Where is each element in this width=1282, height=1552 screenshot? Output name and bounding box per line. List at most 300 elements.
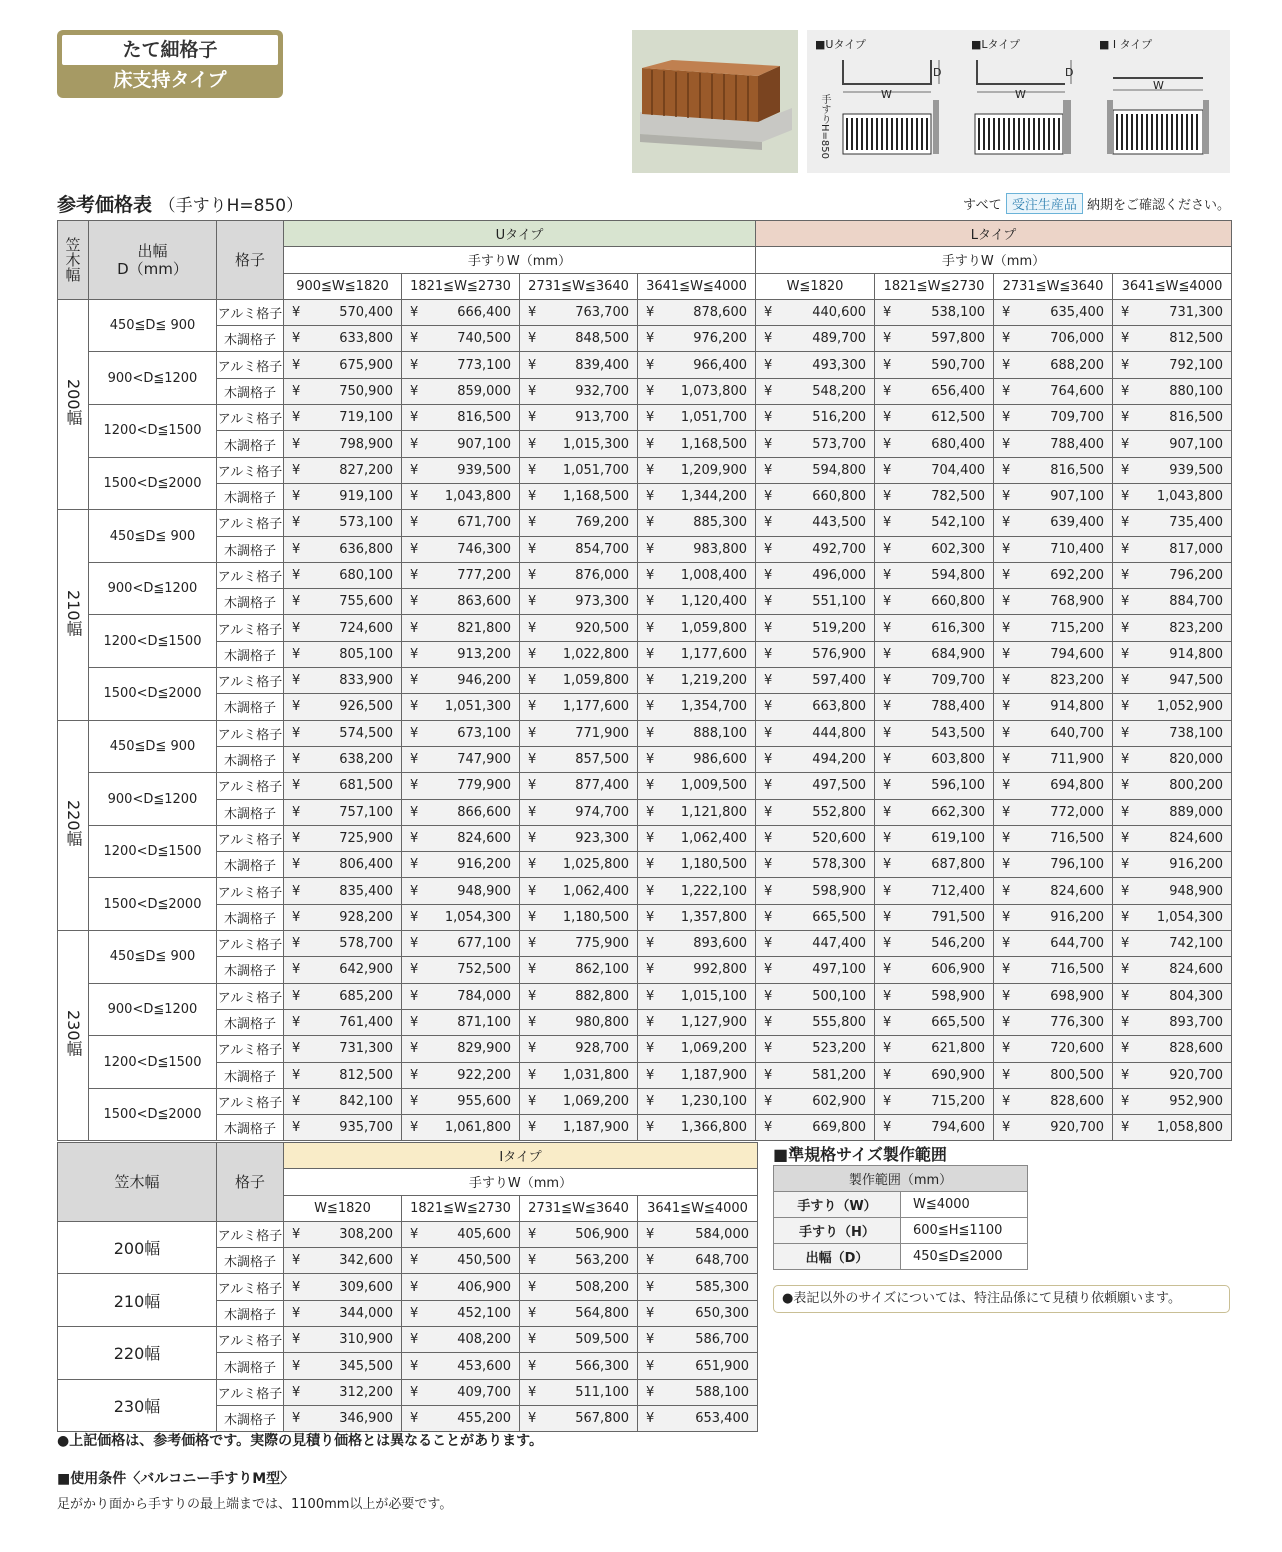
price-value: 538,100 (931, 305, 985, 321)
price-cell (520, 852, 638, 878)
price-cell (875, 1009, 994, 1035)
price-value: 816,500 (1169, 410, 1224, 426)
price-cell (994, 326, 1113, 352)
yen-symbol: ¥ (883, 804, 892, 820)
price-cell (1113, 326, 1232, 352)
price-cell (520, 457, 638, 483)
yen-symbol: ¥ (292, 594, 301, 610)
yen-symbol: ¥ (1121, 541, 1130, 557)
yen-symbol: ¥ (528, 857, 537, 873)
table-row-alu (58, 983, 1232, 1009)
yen-symbol: ¥ (1121, 673, 1130, 689)
price-cell (520, 615, 638, 641)
price-cell (638, 1248, 758, 1274)
price-cell (402, 299, 520, 325)
price-value: 492,700 (812, 541, 866, 557)
price-value: 709,700 (1050, 410, 1104, 426)
price-cell (284, 352, 402, 378)
wood-lattice-label: 木調格子 (217, 641, 284, 667)
price-cell (284, 510, 402, 536)
price-value: 914,800 (1169, 646, 1224, 662)
yen-symbol: ¥ (410, 541, 419, 557)
order-note-post: 納期をご確認ください。 (1086, 198, 1230, 213)
price-cell (520, 1088, 638, 1114)
product-photo (632, 30, 798, 173)
price-value: 1,366,800 (680, 1120, 747, 1136)
yen-symbol: ¥ (1121, 646, 1130, 662)
usage-condition-title: ■使用条件〈バルコニー手すりM型〉 (57, 1471, 295, 1487)
price-cell (1113, 562, 1232, 588)
yen-symbol: ¥ (528, 1358, 537, 1374)
price-value: 342,600 (339, 1253, 393, 1269)
size-range-title: ■準規格サイズ製作範囲 (773, 1145, 947, 1164)
price-value: 719,100 (339, 410, 393, 426)
yen-symbol: ¥ (528, 804, 537, 820)
price-value: 1,058,800 (1156, 1120, 1224, 1136)
price-value: 715,200 (1050, 620, 1104, 636)
yen-symbol: ¥ (410, 1332, 419, 1348)
wood-lattice-label: 木調格子 (217, 694, 284, 720)
depth-cell: 450≦D≦ 900 (89, 510, 217, 563)
price-cell (875, 773, 994, 799)
price-cell (402, 326, 520, 352)
price-value: 308,200 (339, 1227, 393, 1243)
yen-symbol: ¥ (528, 489, 537, 505)
price-cell (756, 720, 875, 746)
price-value: 648,700 (695, 1253, 749, 1269)
price-value: 1,059,800 (562, 673, 629, 689)
price-cell (638, 562, 756, 588)
table-row-wood (58, 694, 1232, 720)
price-cell (284, 825, 402, 851)
price-value: 812,500 (1169, 331, 1224, 347)
yen-symbol: ¥ (646, 1093, 655, 1109)
yen-symbol: ¥ (292, 1041, 301, 1057)
l-range-header: 2731≦W≦3640 (994, 273, 1113, 299)
price-cell (756, 562, 875, 588)
price-value: 690,900 (931, 1067, 985, 1083)
price-cell (638, 1088, 756, 1114)
price-cell (284, 299, 402, 325)
price-value: 871,100 (457, 1015, 511, 1031)
price-value: 573,700 (812, 436, 866, 452)
price-cell (756, 1036, 875, 1062)
price-value: 665,500 (931, 1015, 985, 1031)
price-cell (402, 746, 520, 772)
u-range-header: 900≦W≦1820 (284, 273, 402, 299)
price-cell (875, 694, 994, 720)
price-value: 724,600 (339, 620, 393, 636)
price-cell (402, 825, 520, 851)
yen-symbol: ¥ (883, 515, 892, 531)
size-label: 手すり（H） (774, 1218, 901, 1244)
yen-symbol: ¥ (764, 883, 773, 899)
yen-symbol: ¥ (292, 962, 301, 978)
price-cell (638, 615, 756, 641)
yen-symbol: ¥ (646, 1305, 655, 1321)
price-value: 548,200 (812, 383, 866, 399)
yen-symbol: ¥ (292, 436, 301, 452)
price-value: 720,600 (1050, 1041, 1104, 1057)
price-cell (994, 852, 1113, 878)
price-cell (638, 904, 756, 930)
price-cell (994, 1088, 1113, 1114)
price-value: 796,200 (1169, 568, 1224, 583)
yen-symbol: ¥ (1002, 752, 1011, 768)
price-value: 578,300 (812, 857, 866, 873)
price-cell (402, 773, 520, 799)
l-width-header: 手すりW（mm） (756, 247, 1232, 273)
price-cell (994, 299, 1113, 325)
wood-lattice-label: 木調格子 (217, 589, 284, 615)
price-cell (520, 352, 638, 378)
price-value: 681,500 (339, 778, 393, 794)
price-value: 823,200 (1050, 673, 1104, 689)
price-value: 829,900 (457, 1041, 511, 1057)
yen-symbol: ¥ (1121, 331, 1130, 347)
alu-lattice-label: アルミ格子 (217, 773, 284, 799)
yen-symbol: ¥ (764, 752, 773, 768)
yen-symbol: ¥ (883, 778, 892, 794)
price-cell (994, 431, 1113, 457)
yen-symbol: ¥ (883, 883, 892, 899)
price-value: 916,200 (1050, 909, 1104, 925)
yen-symbol: ¥ (292, 1227, 301, 1243)
price-value: 878,600 (693, 305, 747, 321)
price-value: 639,400 (1050, 515, 1104, 531)
yen-symbol: ¥ (292, 1067, 301, 1083)
kasagi-group-label: 220幅 (64, 800, 83, 847)
wood-lattice-label: 木調格子 (217, 1009, 284, 1035)
yen-symbol: ¥ (410, 462, 419, 478)
price-cell (756, 668, 875, 694)
price-value: 408,200 (457, 1332, 511, 1348)
alu-lattice-label: アルミ格子 (217, 457, 284, 483)
price-value: 862,100 (575, 962, 629, 978)
price-cell (1113, 983, 1232, 1009)
u-range-header: 2731≦W≦3640 (520, 273, 638, 299)
type-diagrams (807, 30, 1230, 173)
yen-symbol: ¥ (764, 1067, 773, 1083)
price-cell (756, 510, 875, 536)
price-value: 644,700 (1050, 936, 1104, 952)
price-cell (284, 1248, 402, 1274)
price-cell (402, 1379, 520, 1405)
price-value: 913,200 (457, 646, 511, 662)
wood-lattice-label: 木調格子 (217, 957, 284, 983)
price-value: 519,200 (812, 620, 866, 636)
kasagi-header: 笠木幅 (58, 221, 89, 300)
price-value: 835,400 (339, 883, 393, 899)
yen-symbol: ¥ (883, 1093, 892, 1109)
price-value: 520,600 (812, 830, 866, 846)
price-cell (875, 799, 994, 825)
yen-symbol: ¥ (410, 410, 419, 426)
depth-cell: 1200<D≦1500 (89, 615, 217, 668)
price-value: 750,900 (339, 383, 393, 399)
price-cell (402, 931, 520, 957)
price-value: 854,700 (575, 541, 629, 557)
price-value: 494,200 (812, 752, 866, 768)
yen-symbol: ¥ (292, 489, 301, 505)
price-cell (520, 510, 638, 536)
price-value: 817,000 (1169, 541, 1224, 557)
yen-symbol: ¥ (1121, 699, 1130, 715)
yen-symbol: ¥ (292, 646, 301, 662)
price-value: 1,043,800 (1156, 489, 1224, 505)
price-cell (520, 1115, 638, 1141)
price-value: 922,200 (457, 1067, 511, 1083)
price-table-ul (57, 220, 1232, 1141)
yen-symbol: ¥ (1121, 436, 1130, 452)
i-range-header: W≦1820 (284, 1195, 402, 1221)
table-row-alu (58, 931, 1232, 957)
price-value: 828,600 (1169, 1041, 1224, 1057)
yen-symbol: ¥ (1002, 725, 1011, 741)
table-row-wood (58, 589, 1232, 615)
price-cell (402, 1300, 520, 1326)
price-value: 497,500 (812, 778, 866, 794)
yen-symbol: ¥ (528, 515, 537, 531)
price-cell (638, 641, 756, 667)
price-cell (994, 1009, 1113, 1035)
table-row-wood (58, 1062, 1232, 1088)
price-cell (994, 405, 1113, 431)
price-cell (875, 589, 994, 615)
yen-symbol: ¥ (1121, 909, 1130, 925)
yen-symbol: ¥ (764, 568, 773, 583)
yen-symbol: ¥ (292, 1411, 301, 1427)
alu-lattice-label: アルミ格子 (217, 1088, 284, 1114)
yen-symbol: ¥ (1002, 462, 1011, 478)
price-value: 928,200 (339, 909, 393, 925)
price-cell (875, 352, 994, 378)
yen-symbol: ¥ (292, 568, 301, 583)
price-value: 800,200 (1169, 778, 1224, 794)
price-value: 791,500 (931, 909, 985, 925)
price-cell (875, 562, 994, 588)
price-value: 948,900 (457, 883, 511, 899)
price-value: 731,300 (339, 1041, 393, 1057)
height-label: 手すりH=850 (819, 94, 830, 159)
price-value: 833,900 (339, 673, 393, 689)
price-value: 570,400 (339, 305, 393, 321)
price-cell (284, 668, 402, 694)
table-row-wood (58, 1009, 1232, 1035)
price-value: 816,500 (457, 410, 511, 426)
price-value: 506,900 (575, 1227, 629, 1243)
price-cell (638, 852, 756, 878)
yen-symbol: ¥ (1121, 962, 1130, 978)
table-row-alu (58, 668, 1232, 694)
price-value: 812,500 (339, 1067, 393, 1083)
railing-photo-illustration (632, 30, 798, 173)
price-cell (1113, 668, 1232, 694)
price-value: 687,800 (931, 857, 985, 873)
table-row-alu (58, 352, 1232, 378)
price-cell (994, 352, 1113, 378)
yen-symbol: ¥ (528, 1015, 537, 1031)
yen-symbol: ¥ (1002, 804, 1011, 820)
size-value: 450≦D≦2000 (901, 1244, 1028, 1270)
price-cell (520, 1221, 638, 1247)
yen-symbol: ¥ (1002, 568, 1011, 583)
table-row-wood (58, 746, 1232, 772)
i-kasagi-header: 笠木幅 (58, 1143, 217, 1222)
yen-symbol: ¥ (292, 883, 301, 899)
price-cell (284, 405, 402, 431)
price-cell (1113, 457, 1232, 483)
price-cell (402, 483, 520, 509)
yen-symbol: ¥ (528, 1384, 537, 1400)
yen-symbol: ¥ (292, 620, 301, 636)
price-cell (875, 510, 994, 536)
kasagi-group-label: 210幅 (64, 589, 83, 637)
depth-cell: 450≦D≦ 900 (89, 931, 217, 984)
price-cell (402, 1062, 520, 1088)
price-cell (994, 904, 1113, 930)
price-value: 511,100 (575, 1384, 629, 1400)
price-cell (402, 904, 520, 930)
price-cell (1113, 1009, 1232, 1035)
price-cell (402, 1353, 520, 1379)
yen-symbol: ¥ (1121, 410, 1130, 426)
yen-symbol: ¥ (883, 489, 892, 505)
price-value: 752,500 (457, 962, 511, 978)
price-value: 757,100 (339, 804, 393, 820)
yen-symbol: ¥ (646, 778, 655, 794)
price-value: 1,127,900 (680, 1015, 747, 1031)
yen-symbol: ¥ (646, 1227, 655, 1243)
price-cell (1113, 405, 1232, 431)
price-cell (520, 694, 638, 720)
yen-symbol: ¥ (646, 305, 655, 321)
table-row-alu (58, 299, 1232, 325)
price-value: 590,700 (931, 357, 985, 373)
yen-symbol: ¥ (528, 673, 537, 689)
alu-lattice-label: アルミ格子 (217, 825, 284, 851)
yen-symbol: ¥ (883, 462, 892, 478)
size-range-table (773, 1165, 1028, 1270)
depth-cell: 1500<D≦2000 (89, 668, 217, 721)
yen-symbol: ¥ (646, 830, 655, 846)
price-cell (638, 1115, 756, 1141)
price-value: 939,500 (457, 462, 511, 478)
yen-symbol: ¥ (1121, 857, 1130, 873)
price-cell (756, 825, 875, 851)
price-value: 543,500 (931, 725, 985, 741)
price-cell (875, 878, 994, 904)
table-row-alu (58, 773, 1232, 799)
yen-symbol: ¥ (528, 1279, 537, 1295)
alu-lattice-label: アルミ格子 (217, 1221, 284, 1247)
price-value: 1,073,800 (680, 383, 747, 399)
price-cell (520, 668, 638, 694)
price-cell (402, 457, 520, 483)
yen-symbol: ¥ (646, 1279, 655, 1295)
price-cell (756, 299, 875, 325)
yen-symbol: ¥ (646, 1384, 655, 1400)
price-value: 740,500 (457, 331, 511, 347)
price-value: 1,180,500 (680, 857, 747, 873)
price-cell (402, 352, 520, 378)
wood-lattice-label: 木調格子 (217, 1405, 284, 1431)
yen-symbol: ¥ (292, 1358, 301, 1374)
price-table-heading (57, 190, 303, 217)
price-value: 920,700 (1050, 1120, 1104, 1136)
yen-symbol: ¥ (528, 752, 537, 768)
yen-symbol: ¥ (292, 541, 301, 557)
price-value: 948,900 (1169, 883, 1224, 899)
price-cell (284, 931, 402, 957)
kasagi-group-cell (58, 510, 89, 720)
price-value: 584,000 (695, 1227, 749, 1243)
price-value: 773,100 (457, 357, 511, 373)
yen-symbol: ¥ (764, 1015, 773, 1031)
price-value: 1,015,100 (680, 988, 747, 1004)
price-value: 980,800 (575, 1015, 629, 1031)
yen-symbol: ¥ (1121, 883, 1130, 899)
price-cell (994, 746, 1113, 772)
yen-symbol: ¥ (883, 436, 892, 452)
yen-symbol: ¥ (410, 1227, 419, 1243)
yen-symbol: ¥ (646, 1041, 655, 1057)
yen-symbol: ¥ (1121, 620, 1130, 636)
price-value: 1,051,300 (444, 699, 511, 715)
yen-symbol: ¥ (410, 305, 419, 321)
price-cell (638, 931, 756, 957)
yen-symbol: ¥ (764, 489, 773, 505)
yen-symbol: ¥ (528, 1120, 537, 1136)
yen-symbol: ¥ (528, 962, 537, 978)
price-value: 666,400 (457, 305, 511, 321)
price-cell (284, 957, 402, 983)
price-value: 1,069,200 (680, 1041, 747, 1057)
price-cell (638, 694, 756, 720)
yen-symbol: ¥ (1002, 436, 1011, 452)
price-value: 447,400 (812, 936, 866, 952)
price-cell (756, 1062, 875, 1088)
alu-lattice-label: アルミ格子 (217, 1327, 284, 1353)
price-value: 952,900 (1169, 1093, 1224, 1109)
price-value: 848,500 (575, 331, 629, 347)
price-value: 606,900 (931, 962, 985, 978)
price-cell (1113, 483, 1232, 509)
price-value: 788,400 (931, 699, 985, 715)
price-value: 1,008,400 (680, 568, 747, 583)
price-cell (1113, 825, 1232, 851)
price-cell (875, 720, 994, 746)
yen-symbol: ¥ (1002, 830, 1011, 846)
price-value: 920,500 (575, 620, 629, 636)
price-value: 916,200 (1169, 857, 1224, 873)
price-cell (402, 878, 520, 904)
price-cell (402, 589, 520, 615)
price-value: 567,800 (575, 1411, 629, 1427)
price-cell (520, 562, 638, 588)
yen-symbol: ¥ (764, 541, 773, 557)
yen-symbol: ¥ (410, 673, 419, 689)
yen-symbol: ¥ (528, 305, 537, 321)
price-value: 497,100 (812, 962, 866, 978)
price-value: 594,800 (812, 462, 866, 478)
price-cell (756, 431, 875, 457)
price-value: 597,800 (931, 331, 985, 347)
price-value: 769,200 (575, 515, 629, 531)
yen-symbol: ¥ (528, 1411, 537, 1427)
yen-symbol: ¥ (646, 883, 655, 899)
price-cell (1113, 852, 1232, 878)
